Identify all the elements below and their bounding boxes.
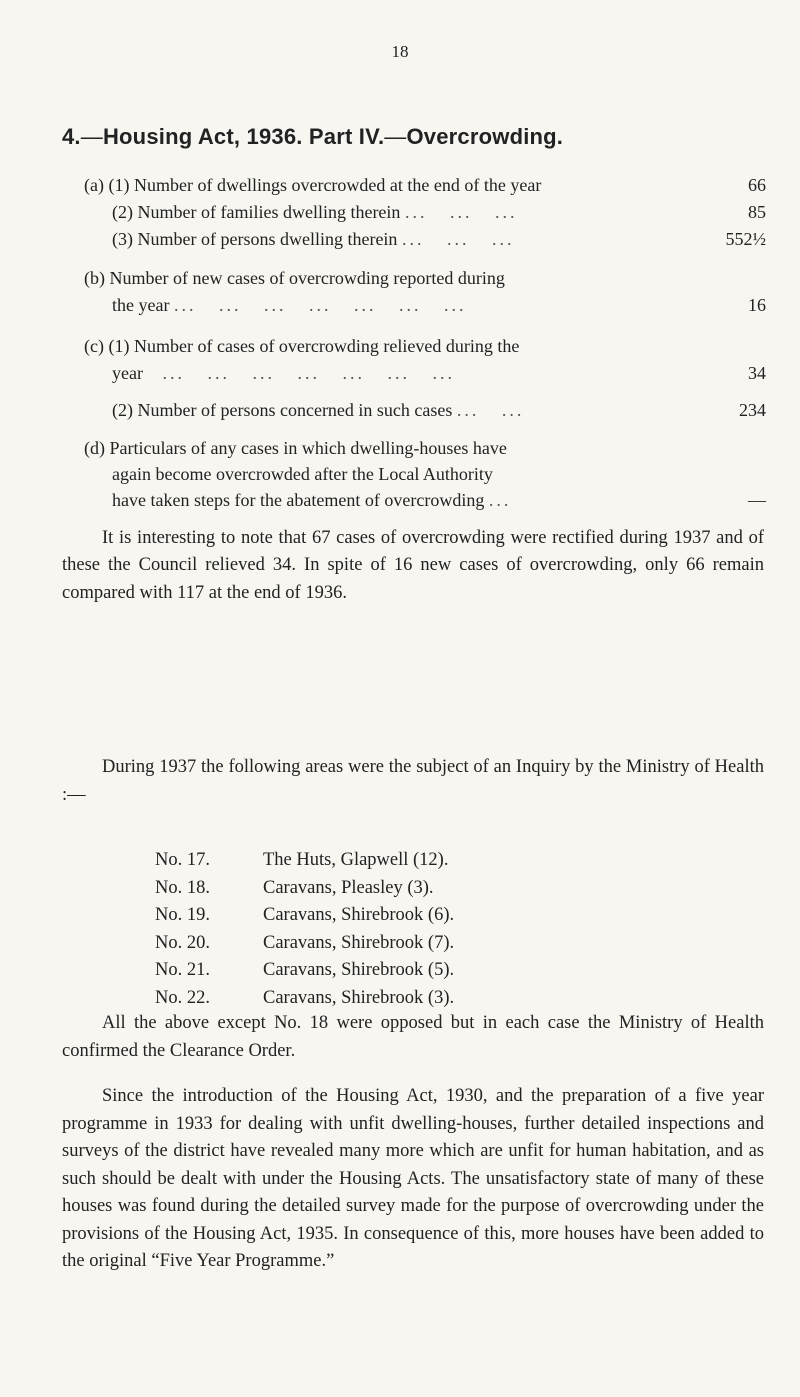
item-text-line3: have taken steps for the abatement of overcrowding <box>112 490 485 510</box>
item-sub-marker: (1) <box>108 336 130 356</box>
list-item: No. 21. Caravans, Shirebrook (5). <box>155 960 455 980</box>
heading-title: Housing Act, 1936. <box>102 124 303 149</box>
inquiry-areas-list <box>155 847 454 1012</box>
item-c2: (2) Number of persons concerned in such cases ... ... 234 <box>112 400 766 420</box>
item-text-line1: Number of new cases of overcrowding reported during <box>109 268 505 288</box>
item-a1 <box>84 173 766 197</box>
item-sub-marker: (3) <box>112 229 133 249</box>
item-a3: (3) Number of persons dwelling therein ... ... ... 552½ <box>112 229 766 249</box>
item-d-continuation-1 <box>112 462 766 486</box>
item-text: Number of dwellings overcrowded at the end of the year <box>133 175 542 195</box>
heading-part: Part IV. <box>308 124 385 149</box>
item-a2: (2) Number of families dwelling therein ... ... ... 85 <box>112 202 766 222</box>
heading-number: 4. <box>62 124 81 149</box>
item-text-line2: again become overcrowded after the Local Authority <box>112 464 493 484</box>
item-d-continuation-2: have taken steps for the abatement of overcrowding ... — <box>112 490 766 510</box>
item-marker: (a) <box>84 175 104 195</box>
item-value: 234 <box>739 400 766 420</box>
item-sub-marker: (2) <box>112 202 133 222</box>
list-item: No. 22. Caravans, Shirebrook (3). <box>155 987 455 1008</box>
item-text-line2: the year <box>112 295 170 315</box>
item-text: Number of persons dwelling therein <box>137 229 398 249</box>
section-heading: 4.—Housing Act, 1936. Part IV.—Overcrowding. <box>62 124 564 149</box>
item-text: Number of persons concerned in such cases <box>137 400 453 420</box>
item-b-continuation: the year ... ... ... ... ... ... ... 16 <box>112 295 766 315</box>
item-d <box>84 436 766 460</box>
item-value: — <box>748 490 766 510</box>
item-marker: (c) <box>84 336 104 356</box>
item-c1 <box>84 334 766 358</box>
item-text-line2: year <box>112 363 143 383</box>
item-value: 85 <box>748 202 766 222</box>
list-item: No. 20. Caravans, Shirebrook (7). <box>155 932 455 953</box>
item-marker: (d) <box>84 438 105 458</box>
item-b <box>84 266 766 290</box>
heading-subtitle: Overcrowding. <box>406 124 564 149</box>
item-text-line1: Number of cases of overcrowding relieved during the <box>133 336 520 356</box>
item-sub-marker: (2) <box>112 400 133 420</box>
paragraph-inquiry-intro: During 1937 the following areas were the subject of an Inquiry by the Ministry of Health :— <box>62 757 764 805</box>
item-marker: (b) <box>84 268 105 288</box>
paragraph-five-year-programme: Since the introduction of the Housing Act, 1930, and the preparation of a five year programme in 1933 for dealing with unfit dwelling-houses, further detailed inspections and surveys of the district have revealed many more which are unfit for human habitation, and as such should be dealt with under the Housing Acts. The unsatisfactory state of many of these houses was found during the detailed survey made for the purpose of overcrowding under the provisions of the Housing Act, 1935. In consequence of this, more houses have been added to the original “Five Year Programme.” <box>62 1086 764 1271</box>
item-value: 66 <box>748 175 766 195</box>
paragraph-clearance-order: All the above except No. 18 were opposed but in each case the Ministry of Health confirmed the Clearance Order. <box>62 1013 764 1061</box>
page-number: 18 <box>391 42 409 61</box>
paragraph-rectified: It is interesting to note that 67 cases of overcrowding were rectified during 1937 and of these the Council relieved 34. In spite of 16 new cases of overcrowding, only 66 remain compared with 117 at the end of 1936. <box>62 527 764 603</box>
item-value: 34 <box>748 363 766 383</box>
list-item: No. 17. The Huts, Glapwell (12). <box>155 850 449 870</box>
list-item: No. 18. Caravans, Pleasley (3). <box>155 877 434 898</box>
item-sub-marker: (1) <box>108 175 130 195</box>
item-text-line1: Particulars of any cases in which dwelling-houses have <box>109 438 507 458</box>
item-c1-continuation: year ... ... ... ... ... ... ... 34 <box>112 363 766 383</box>
item-value: 16 <box>748 295 766 315</box>
item-value: 552½ <box>725 229 766 249</box>
list-item: No. 19. Caravans, Shirebrook (6). <box>155 905 455 925</box>
item-text: Number of families dwelling therein <box>137 202 401 222</box>
